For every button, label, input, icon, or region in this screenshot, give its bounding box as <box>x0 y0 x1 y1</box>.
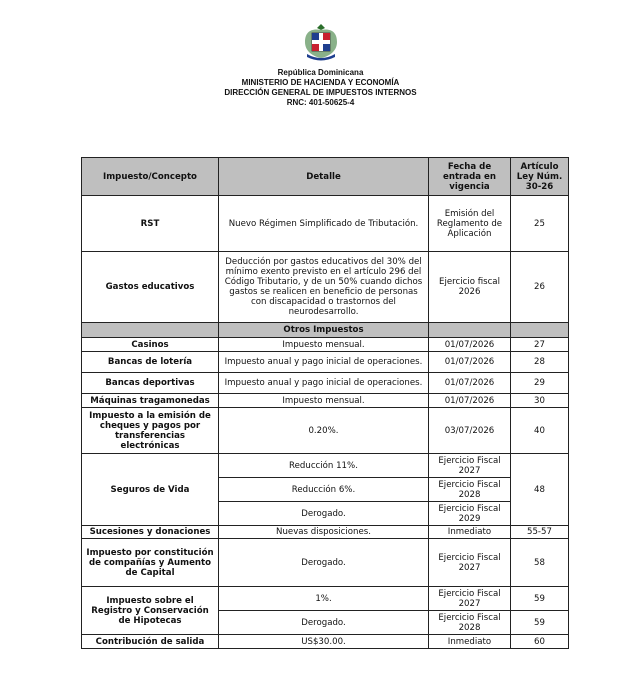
row-article: 29 <box>511 373 569 394</box>
section-label: Otros Impuestos <box>219 323 429 338</box>
row-detail: Derogado. <box>219 611 429 635</box>
header-concept: Impuesto/Concepto <box>82 158 219 196</box>
ministry-name: MINISTERIO DE HACIENDA Y ECONOMÍA <box>241 78 400 87</box>
row-article: 48 <box>511 454 569 526</box>
row-date: 01/07/2026 <box>429 352 511 373</box>
row-date: Inmediato <box>429 635 511 649</box>
row-detail: Impuesto anual y pago inicial de operaciones. <box>219 373 429 394</box>
row-detail: Nuevas disposiciones. <box>219 526 429 539</box>
table-row <box>82 635 569 649</box>
row-concept: Impuesto sobre el Registro y Conservación de Hipotecas <box>82 587 219 635</box>
country-name: República Dominicana <box>277 68 364 77</box>
row-detail: Impuesto mensual. <box>219 338 429 352</box>
row-article: 60 <box>511 635 569 649</box>
row-concept: Impuesto a la emisión de cheques y pagos por transferencias electrónicas <box>82 408 219 454</box>
row-date: Ejercicio fiscal 2026 <box>429 252 511 323</box>
row-article: 27 <box>511 338 569 352</box>
directorate-name: DIRECCIÓN GENERAL DE IMPUESTOS INTERNOS <box>224 88 417 97</box>
row-concept: Gastos educativos <box>82 252 219 323</box>
row-date: Ejercicio Fiscal 2028 <box>429 478 511 502</box>
row-concept: Contribución de salida <box>82 635 219 649</box>
row-detail: Reducción 6%. <box>219 478 429 502</box>
row-detail: Derogado. <box>219 539 429 587</box>
row-concept: Impuesto por constitución de compañías y Aumento de Capital <box>82 539 219 587</box>
document-header <box>0 20 641 108</box>
row-date: Emisión del Reglamento de Aplicación <box>429 196 511 252</box>
coat-of-arms-icon <box>299 20 343 64</box>
row-detail: Impuesto anual y pago inicial de operaciones. <box>219 352 429 373</box>
row-detail: Nuevo Régimen Simplificado de Tributación. <box>219 196 429 252</box>
row-detail: Deducción por gastos educativos del 30% del mínimo exento previsto en el artículo 296 del Código Tributario, y de un 50% cuando dichos gastos se realicen en beneficio de personas con discapacidad o trastornos del neurodesarrollo. <box>219 252 429 323</box>
row-article: 28 <box>511 352 569 373</box>
row-date: Ejercicio Fiscal 2028 <box>429 611 511 635</box>
row-concept: Bancas de lotería <box>82 352 219 373</box>
row-date: Inmediato <box>429 526 511 539</box>
row-date: Ejercicio Fiscal 2029 <box>429 502 511 526</box>
row-article: 59 <box>511 611 569 635</box>
header-date: Fecha de entrada en vigencia <box>429 158 511 196</box>
row-article: 59 <box>511 587 569 611</box>
row-concept: Bancas deportivas <box>82 373 219 394</box>
header-detail: Detalle <box>219 158 429 196</box>
table-row <box>82 338 569 352</box>
row-date: 03/07/2026 <box>429 408 511 454</box>
table-row <box>82 526 569 539</box>
row-detail: 1%. <box>219 587 429 611</box>
row-detail: Impuesto mensual. <box>219 394 429 408</box>
table-row <box>82 454 569 478</box>
row-date: Ejercicio Fiscal 2027 <box>429 539 511 587</box>
row-concept: RST <box>82 196 219 252</box>
table-row <box>82 196 569 252</box>
row-detail: Reducción 11%. <box>219 454 429 478</box>
row-article: 55-57 <box>511 526 569 539</box>
row-date: 01/07/2026 <box>429 338 511 352</box>
row-article: 25 <box>511 196 569 252</box>
row-date: Ejercicio Fiscal 2027 <box>429 587 511 611</box>
row-date: Ejercicio Fiscal 2027 <box>429 454 511 478</box>
table-row <box>82 539 569 587</box>
row-detail: US$30.00. <box>219 635 429 649</box>
section-row <box>82 323 569 338</box>
row-date: 01/07/2026 <box>429 394 511 408</box>
row-concept: Seguros de Vida <box>82 454 219 526</box>
row-article: 40 <box>511 408 569 454</box>
row-detail: Derogado. <box>219 502 429 526</box>
table-row <box>82 352 569 373</box>
row-article: 26 <box>511 252 569 323</box>
row-concept: Máquinas tragamonedas <box>82 394 219 408</box>
table-row <box>82 252 569 323</box>
tax-table <box>81 157 569 649</box>
rnc-number: RNC: 401-50625-4 <box>286 98 355 107</box>
row-article: 30 <box>511 394 569 408</box>
row-article: 58 <box>511 539 569 587</box>
table-row <box>82 373 569 394</box>
row-detail: 0.20%. <box>219 408 429 454</box>
row-concept: Sucesiones y donaciones <box>82 526 219 539</box>
header-article: Artículo Ley Núm. 30-26 <box>511 158 569 196</box>
row-concept: Casinos <box>82 338 219 352</box>
table-header-row <box>82 158 569 196</box>
row-date: 01/07/2026 <box>429 373 511 394</box>
table-row <box>82 587 569 611</box>
table-row <box>82 394 569 408</box>
table-row <box>82 408 569 454</box>
